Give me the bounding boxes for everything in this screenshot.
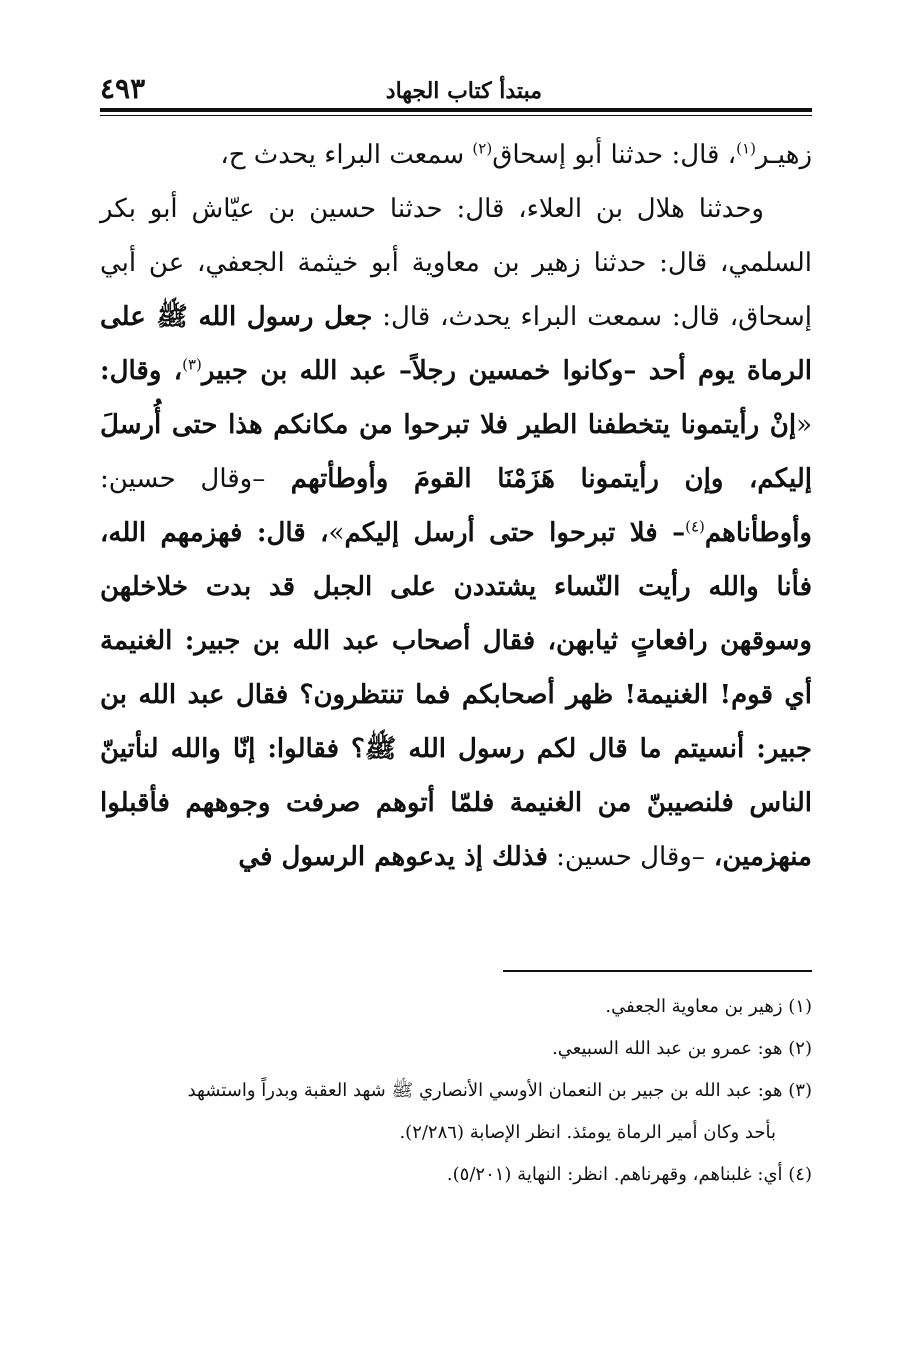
text-run: سمعت البراء يحدث ح، xyxy=(220,140,473,170)
footnote-separator xyxy=(503,970,812,972)
text-run: زهيـر xyxy=(755,140,812,170)
footnote-ref-1: (١) xyxy=(736,139,756,158)
text-run: –وقال حسين: xyxy=(100,464,266,494)
hadith-text: جعل رسول الله ﷺ على الرماة يوم أحد –وكانوا خمسين رجلاً– عبد الله بن جبير xyxy=(100,302,812,386)
hadith-text: وأوطأناهم xyxy=(704,518,812,548)
hadith-text: إنْ رأيتمونا يتخطفنا الطير فلا تبرحوا من مكانكم هذا حتى أُرسلَ إليكم، وإن رأيتمونا هَزَمْنَا القومَ وأوطأتهم xyxy=(100,410,812,494)
footnote-ref-4: (٤) xyxy=(685,517,705,536)
hadith-text: ، وقال: xyxy=(100,356,183,386)
footnote-3-continuation: بأحد وكان أمير الرماة يومئذ. انظر الإصابة (٢/٢٨٦). xyxy=(399,1122,776,1143)
header-rule-thin xyxy=(100,115,812,116)
quote-open: « xyxy=(796,410,812,440)
main-text xyxy=(100,128,812,884)
header-rule-thick xyxy=(100,108,812,112)
paragraph-2 xyxy=(100,182,812,884)
footnote-ref-2: (٢) xyxy=(472,139,493,158)
hadith-text: – فلا تبرحوا حتى أرسل إليكم xyxy=(344,518,686,548)
paragraph-1 xyxy=(100,128,812,182)
footnote-2: (٢) هو: عمرو بن عبد الله السبيعي. xyxy=(552,1038,812,1059)
running-title: مبتدأ كتاب الجهاد xyxy=(385,78,542,104)
hadith-text: ، قال: فهزمهم الله، فأنا والله رأيت النّساء يشتددن على الجبل قد بدت خلاخلهن وسوقهن رافعاتٍ ثيابهن، فقال أصحاب عبد الله بن جبير: الغنيمة أي قوم! الغنيمة! ظهر أصحابكم فما تنتظرون؟ فقال عبد الله بن جبير: أنسيتم ما قال لكم رسول الله ﷺ؟ فقالوا: إنّا والله لنأتينّ الناس فلنصيبنّ من الغنيمة فلمّا أتوهم صرفت وجوههم فأقبلوا منهزمين، xyxy=(100,518,812,872)
footnote-4: (٤) أي: غلبناهم، وقهرناهم. انظر: النهاية (٥/٢٠١). xyxy=(446,1164,812,1185)
text-run: –وقال حسين: xyxy=(547,842,705,872)
footnote-3: (٣) هو: عبد الله بن جبير بن النعمان الأوسي الأنصاري ﷺ شهد العقبة وبدراً واستشهد xyxy=(187,1080,812,1101)
text-run: ، قال: حدثنا أبو إسحاق xyxy=(492,140,737,170)
footnote-1: (١) زهير بن معاوية الجعفي. xyxy=(605,996,812,1017)
footnotes xyxy=(100,986,812,1196)
text-run: وحدثنا هلال بن العلاء، قال: حدثنا حسين بن عيّاش أبو بكر السلمي، قال: حدثنا زهير بن معاوية أبو خيثمة الجعفي، عن أبي إسحاق، قال: سمعت البراء يحدث، قال: xyxy=(100,194,812,332)
quote-close: » xyxy=(328,518,345,548)
page-header xyxy=(100,70,812,106)
page-number: ٤٩٣ xyxy=(100,72,146,105)
footnote-ref-3: (٣) xyxy=(182,355,202,374)
hadith-text: فذلك إذ يدعوهم الرسول في xyxy=(238,842,548,872)
